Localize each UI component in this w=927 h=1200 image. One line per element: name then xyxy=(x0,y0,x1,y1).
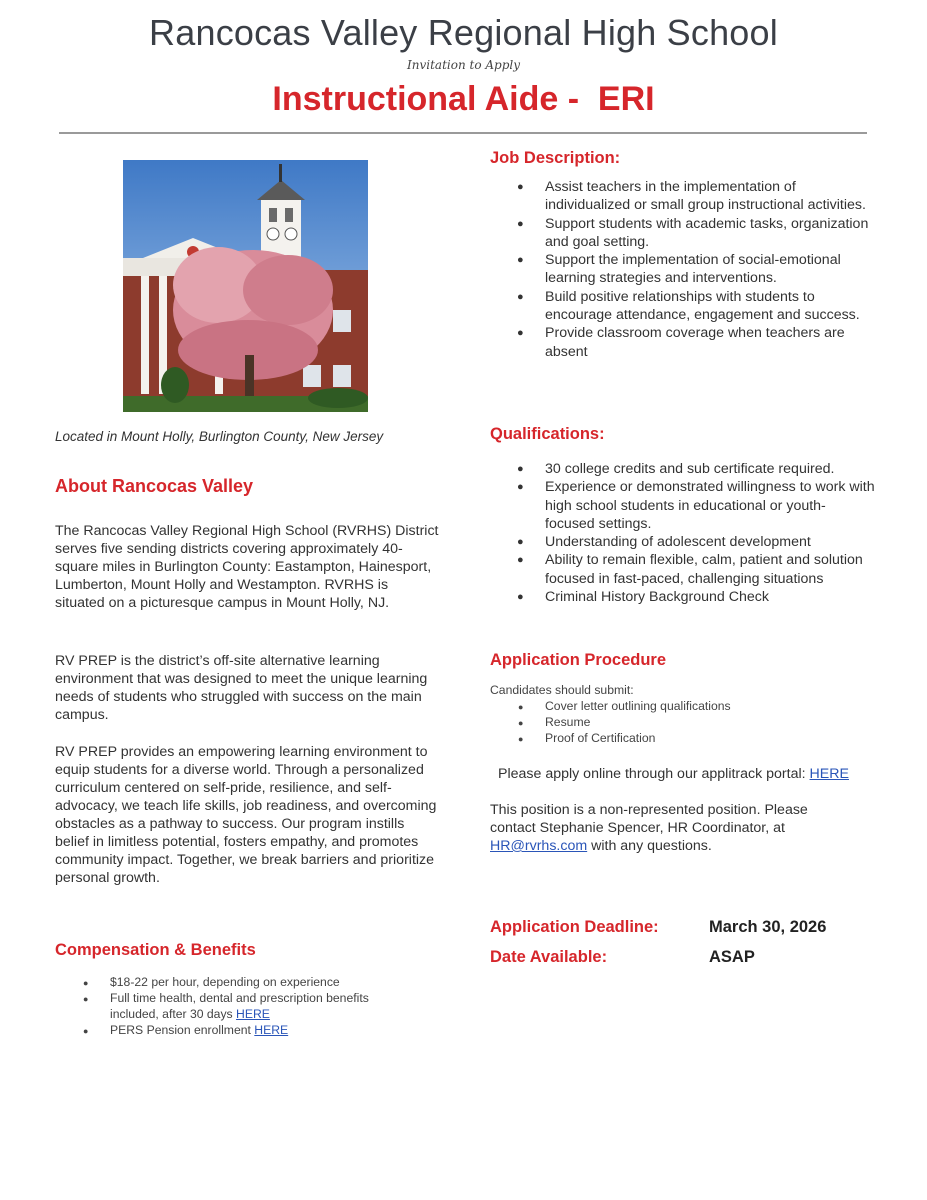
list-item: ● PERS Pension enrollment HERE xyxy=(55,1022,410,1038)
list-item: ● Build positive relationships with students to encourage attendance, engagement and success. xyxy=(490,288,875,325)
apply-line: Please apply online through our applitrack portal: HERE xyxy=(498,766,849,782)
school-building-photo xyxy=(123,160,368,412)
pers-here-link[interactable]: HERE xyxy=(254,1023,289,1037)
benefits-here-link[interactable]: HERE xyxy=(236,1007,270,1021)
list-item: ● $18-22 per hour, depending on experience xyxy=(55,974,410,990)
about-heading: About Rancocas Valley xyxy=(55,476,254,496)
compensation-list xyxy=(55,974,410,1038)
job-description-heading: Job Description: xyxy=(490,149,621,167)
position-title: Instructional Aide - ERI xyxy=(272,80,655,118)
hr-email-link[interactable]: HR@rvrhs.com xyxy=(490,838,588,854)
list-item: ● Experience or demonstrated willingness to work with high school students in educational or youth-focused settings. xyxy=(490,478,875,533)
deadline-value: March 30, 2026 xyxy=(709,918,827,936)
list-item: ● Proof of Certification xyxy=(490,730,850,746)
contact-paragraph: This position is a non-represented position. Please contact Stephanie Spencer, HR Coordinator, at HR@rvrhs.com with any questions. xyxy=(490,802,808,854)
qualifications-list xyxy=(490,460,875,606)
job-description-list xyxy=(490,178,875,361)
list-item: ● Support students with academic tasks, organization and goal setting. xyxy=(490,215,875,252)
list-item: ● Cover letter outlining qualifications xyxy=(490,698,850,714)
list-item: ● 30 college credits and sub certificate required. xyxy=(490,460,875,478)
photo-caption: Located in Mount Holly, Burlington County, New Jersey xyxy=(55,429,384,444)
tagline: Invitation to Apply xyxy=(407,58,520,72)
school-title: Rancocas Valley Regional High School xyxy=(149,12,778,53)
qualifications-heading: Qualifications: xyxy=(490,425,605,443)
list-item: ● Provide classroom coverage when teachers are absent xyxy=(490,324,875,361)
date-available-label: Date Available: xyxy=(490,948,608,966)
applitrack-here-link[interactable]: HERE xyxy=(809,766,849,782)
application-procedure-heading: Application Procedure xyxy=(490,651,667,669)
deadline-label: Application Deadline: xyxy=(490,918,659,936)
list-item: ● Assist teachers in the implementation of individualized or small group instructional activities. xyxy=(490,178,875,215)
list-item: ● Understanding of adolescent development xyxy=(490,533,875,551)
application-intro: Candidates should submit: xyxy=(490,683,634,697)
compensation-heading: Compensation & Benefits xyxy=(55,941,256,959)
application-list xyxy=(490,698,850,746)
date-available-value: ASAP xyxy=(709,948,755,966)
about-paragraph-3: RV PREP provides an empowering learning environment to equip students for a diverse world. Through a personalized curriculum centered on self-pride, resilience, and self-advocacy, we teach life skills, job readiness, and overcoming obstacles as a pathway to success. Our program instills belief in limitless potential, fosters empathy, and promotes community impact. Together, we break barriers and prioritize personal growth. xyxy=(55,744,437,886)
list-item: ● Support the implementation of social-emotional learning strategies and interventions. xyxy=(490,251,875,288)
list-item: ● Resume xyxy=(490,714,850,730)
about-paragraph-1: The Rancocas Valley Regional High School (RVRHS) District serves five sending districts covering approximately 40-square miles in Burlington County: Eastampton, Hainesport, Lumberton, Mount Holly and Westampton. RVRHS is situated on a picturesque campus in Mount Holly, NJ. xyxy=(55,523,439,611)
list-item: ● Ability to remain flexible, calm, patient and solution focused in fast-paced, challenging situations xyxy=(490,551,875,588)
header-divider xyxy=(59,132,867,134)
list-item: ● Criminal History Background Check xyxy=(490,588,875,606)
list-item: ● Full time health, dental and prescription benefits included, after 30 days HERE xyxy=(55,990,410,1022)
about-paragraph-2: RV PREP is the district’s off-site alternative learning environment that was designed to meet the unique learning needs of students who struggled with success on the main campus. xyxy=(55,653,428,723)
